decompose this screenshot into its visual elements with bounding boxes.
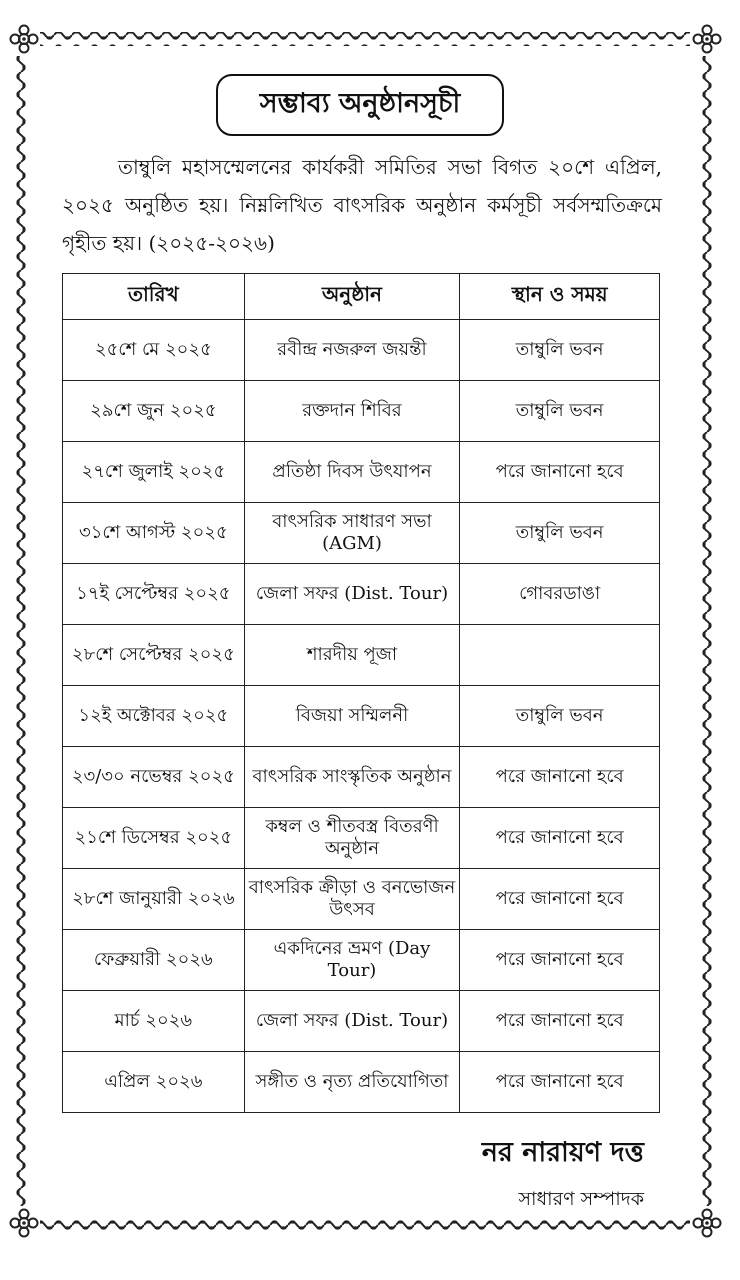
cell-date: ফেব্রুয়ারী ২০২৬ bbox=[63, 930, 245, 991]
table-row bbox=[63, 930, 660, 991]
cell-date: ৩১শে আগস্ট ২০২৫ bbox=[63, 503, 245, 564]
table-row bbox=[63, 869, 660, 930]
cell-event: জেলা সফর (Dist. Tour) bbox=[244, 564, 460, 625]
table-row bbox=[63, 564, 660, 625]
intro-text: তাম্বুলি মহাসম্মেলনের কার্যকরী সমিতির সভা বিগত ২০শে এপ্রিল, ২০২৫ অনুষ্ঠিত হয়। নিম্নলিখিত বাৎসরিক অনুষ্ঠান কর্মসূচী সর্বসম্মতিক্রমে গৃহীত হয়। (২০২৫-২০২৬) bbox=[62, 155, 662, 255]
signatory-name: নর নারায়ণ দত্ত bbox=[481, 1137, 644, 1168]
cell-venue-time: তাম্বুলি ভবন bbox=[460, 381, 660, 442]
cell-date: ২৮শে জানুয়ারী ২০২৬ bbox=[63, 869, 245, 930]
cell-event: একদিনের ভ্রমণ (Day Tour) bbox=[244, 930, 460, 991]
notice-title: সম্ভাব্য অনুষ্ঠানসূচী bbox=[216, 74, 504, 136]
cell-venue-time: পরে জানানো হবে bbox=[460, 747, 660, 808]
cell-venue-time: পরে জানানো হবে bbox=[460, 869, 660, 930]
header-venue-time: স্থান ও সময় bbox=[460, 274, 660, 320]
table-row bbox=[63, 1052, 660, 1113]
cell-date: ২৮শে সেপ্টেম্বর ২০২৫ bbox=[63, 625, 245, 686]
cell-event: কম্বল ও শীতবস্ত্র বিতরণী অনুষ্ঠান bbox=[244, 808, 460, 869]
cell-venue-time: পরে জানানো হবে bbox=[460, 930, 660, 991]
cell-event: বাৎসরিক সাংস্কৃতিক অনুষ্ঠান bbox=[244, 747, 460, 808]
signature-block bbox=[482, 1132, 644, 1217]
cell-date: ২৭শে জুলাই ২০২৫ bbox=[63, 442, 245, 503]
table-row bbox=[63, 381, 660, 442]
cell-date: ১৭ই সেপ্টেম্বর ২০২৫ bbox=[63, 564, 245, 625]
cell-venue-time bbox=[460, 625, 660, 686]
table-row bbox=[63, 747, 660, 808]
cell-event: প্রতিষ্ঠা দিবস উৎযাপন bbox=[244, 442, 460, 503]
cell-event: বাৎসরিক ক্রীড়া ও বনভোজন উৎসব bbox=[244, 869, 460, 930]
cell-date: ২১শে ডিসেম্বর ২০২৫ bbox=[63, 808, 245, 869]
cell-event: রক্তদান শিবির bbox=[244, 381, 460, 442]
schedule-table bbox=[62, 273, 660, 1113]
table-row bbox=[63, 808, 660, 869]
table-row bbox=[63, 503, 660, 564]
table-row bbox=[63, 625, 660, 686]
cell-date: ২৩/৩০ নভেম্বর ২০২৫ bbox=[63, 747, 245, 808]
cell-venue-time: পরে জানানো হবে bbox=[460, 991, 660, 1052]
cell-venue-time: পরে জানানো হবে bbox=[460, 808, 660, 869]
cell-event: বিজয়া সম্মিলনী bbox=[244, 686, 460, 747]
cell-date: ১২ই অক্টোবর ২০২৫ bbox=[63, 686, 245, 747]
header-date: তারিখ bbox=[63, 274, 245, 320]
table-row bbox=[63, 442, 660, 503]
signatory-role: সাধারণ সম্পাদক bbox=[518, 1188, 644, 1210]
cell-venue-time: তাম্বুলি ভবন bbox=[460, 686, 660, 747]
cell-date: ২৯শে জুন ২০২৫ bbox=[63, 381, 245, 442]
cell-venue-time: তাম্বুলি ভবন bbox=[460, 503, 660, 564]
cell-venue-time: পরে জানানো হবে bbox=[460, 442, 660, 503]
table-row bbox=[63, 320, 660, 381]
table-header-row bbox=[63, 274, 660, 320]
intro-paragraph bbox=[62, 148, 662, 262]
header-event: অনুষ্ঠান bbox=[244, 274, 460, 320]
cell-event: সঙ্গীত ও নৃত্য প্রতিযোগিতা bbox=[244, 1052, 460, 1113]
cell-venue-time: তাম্বুলি ভবন bbox=[460, 320, 660, 381]
cell-event: জেলা সফর (Dist. Tour) bbox=[244, 991, 460, 1052]
cell-event: শারদীয় পূজা bbox=[244, 625, 460, 686]
table-row bbox=[63, 991, 660, 1052]
table-row bbox=[63, 686, 660, 747]
cell-venue-time: পরে জানানো হবে bbox=[460, 1052, 660, 1113]
cell-date: এপ্রিল ২০২৬ bbox=[63, 1052, 245, 1113]
cell-venue-time: গোবরডাঙা bbox=[460, 564, 660, 625]
cell-date: ২৫শে মে ২০২৫ bbox=[63, 320, 245, 381]
cell-date: মার্চ ২০২৬ bbox=[63, 991, 245, 1052]
cell-event: বাৎসরিক সাধারণ সভা (AGM) bbox=[244, 503, 460, 564]
cell-event: রবীন্দ্র নজরুল জয়ন্তী bbox=[244, 320, 460, 381]
